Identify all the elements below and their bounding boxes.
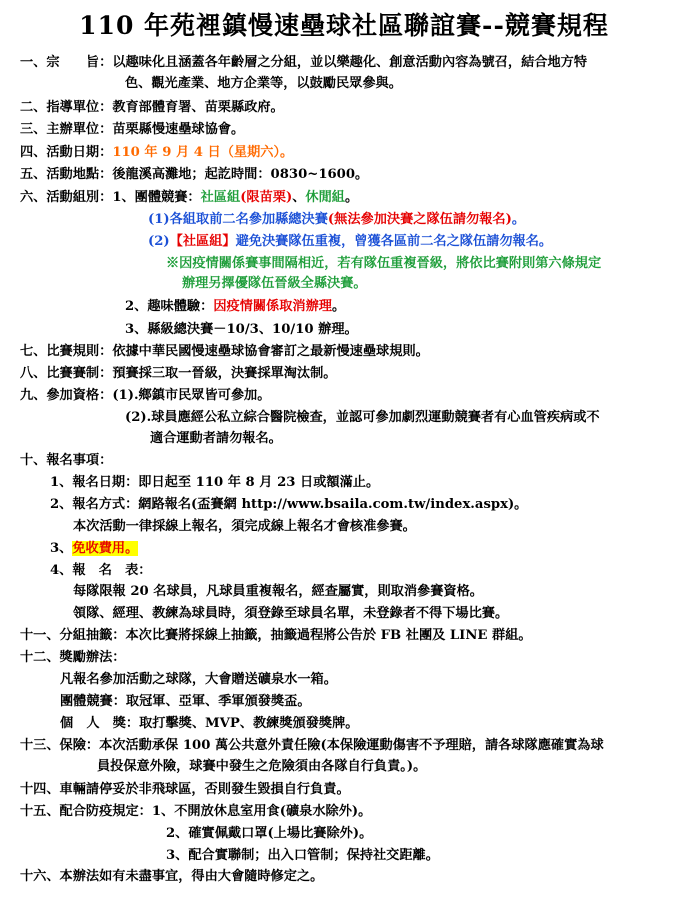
section-13 (20, 737, 604, 755)
note-2-text: 避免決賽隊伍重複，曾獲各區前二名之隊伍請勿報名。 (235, 234, 553, 249)
item-2-prefix: 2、趣味體驗： (125, 299, 214, 314)
miaoli-only: (限苗栗) (240, 190, 293, 205)
section-3-text: 苗栗縣慢速壘球協會。 (112, 122, 245, 137)
section-3-label: 三、主辦單位： (20, 122, 113, 137)
section-6-label: 六、活動組別： (20, 190, 113, 205)
item-3-prefix: 3、 (50, 541, 73, 556)
section-8-label: 八、比賽賽制： (20, 366, 113, 381)
section-9-label: 九、參加資格： (20, 388, 113, 403)
section-1 (20, 54, 587, 72)
section-3 (20, 121, 244, 139)
section-12-line-3: 個 人 獎：取打擊獎、MVP、教練獎頒發獎牌。 (60, 716, 359, 731)
item-2-end: 。 (332, 299, 346, 314)
section-11-text: 本次比賽將採線上抽籤，抽籤過程將公告於 FB 社團及 LINE 群組。 (125, 628, 532, 643)
section-6-note-3: ※因疫情關係賽事間隔相近，若有隊伍重複晉級，將依比賽附則第六條規定 (166, 256, 602, 271)
page-title: 110 年苑裡鎮慢速壘球社區聯誼賽--競賽規程 (79, 11, 609, 40)
section-12-label: 十二、獎勵辦法： (20, 650, 126, 665)
section-8 (20, 365, 337, 383)
note-1-text: (1)各組取前二名參加縣總決賽 (148, 212, 328, 227)
section-10-item-2: 2、報名方式：網路報名(盃賽網 http://www.bsaila.com.tw/index.aspx)。 (50, 497, 528, 512)
section-8-text: 預賽採三取一晉級，決賽採單淘汰制。 (112, 366, 337, 381)
section-6-note-3-cont: 辦理另擇優隊伍晉級全縣決賽。 (182, 276, 367, 291)
section-4 (20, 144, 293, 162)
section-2-text: 教育部體育署、苗栗縣政府。 (112, 100, 284, 115)
section-10-item-4: 4、報 名 表： (50, 563, 152, 578)
item-2-cancelled: 因疫情關係取消辦理 (213, 299, 332, 314)
note-1-warning: (無法參加決賽之隊伍請勿報名) (327, 212, 512, 227)
section-15-line-2: 2、確實佩戴口罩(上場比賽除外)。 (166, 826, 373, 841)
section-7-label: 七、比賽規則： (20, 344, 113, 359)
section-4-label: 四、活動日期： (20, 145, 113, 160)
section-9-line-1: (1).鄉鎮市民眾皆可參加。 (112, 388, 271, 403)
event-date: 110 年 9 月 4 日（星期六）。 (112, 145, 294, 160)
section-11-label: 十一、分組抽籤： (20, 628, 126, 643)
section-2 (20, 99, 284, 117)
section-13-label: 十三、保險： (20, 738, 100, 753)
section-15-label: 十五、配合防疫規定： (20, 804, 152, 819)
section-13-line-1: 本次活動承保 100 萬公共意外責任險(本保險運動傷害不予理賠，請各球隊應確實為球 (99, 738, 604, 753)
section-16: 十六、本辦法如有未盡事宜，得由大會隨時修定之。 (20, 869, 324, 884)
section-5-text: 後龍溪高灘地；起訖時間：0830~1600。 (112, 167, 369, 182)
section-10-label: 十、報名事項： (20, 453, 113, 468)
section-10-item-3 (50, 540, 138, 558)
section-9-line-3: 適合運動者請勿報名。 (150, 431, 282, 446)
section-12-line-1: 凡報名參加活動之球隊，大會贈送礦泉水一箱。 (60, 672, 337, 687)
section-9 (20, 387, 270, 405)
section-1-label: 一、宗 旨： (20, 55, 113, 70)
section-5-label: 五、活動地點： (20, 167, 113, 182)
section-12-line-2: 團體競賽：取冠軍、亞軍、季軍頒發獎盃。 (60, 694, 311, 709)
community-group: 社區組 (200, 190, 241, 205)
section-6-item-2 (125, 298, 345, 316)
section-13-line-2: 員投保意外險，球賽中發生之危險須由各隊自行負責。)。 (97, 759, 427, 774)
leisure-group: 休閒組 (305, 190, 345, 205)
separator: 、 (292, 190, 306, 205)
section-6-note-1 (148, 211, 525, 229)
note-2-group: 【社區組】 (169, 234, 236, 249)
section-2-label: 二、指導單位： (20, 100, 113, 115)
section-5 (20, 166, 368, 184)
section-6-item-1-prefix: 1、團體競賽： (112, 190, 201, 205)
section-6-note-2 (148, 233, 552, 251)
item-end: 。 (344, 190, 359, 205)
section-14: 十四、車輛請停妥於非飛球區，否則發生毀損自行負責。 (20, 782, 350, 797)
section-9-line-2: (2).球員應經公私立綜合醫院檢查，並認可參加劇烈運動競賽者有心血管疾病或不 (125, 410, 600, 425)
section-15 (20, 803, 371, 821)
section-6 (20, 189, 358, 207)
free-registration: 免收費用。 (72, 541, 139, 556)
note-1-end: 。 (511, 212, 526, 227)
section-11 (20, 627, 532, 645)
section-7-text: 依據中華民國慢速壘球協會審訂之最新慢速壘球規則。 (112, 344, 429, 359)
section-10-item-4-line-2: 領隊、經理、教練為球員時，須登錄至球員名單，未登錄者不得下場比賽。 (73, 606, 509, 621)
section-1-text: 以趣味化且涵蓋各年齡層之分組，並以樂趣化、創意活動內容為號召，結合地方特 (112, 55, 588, 70)
section-10-item-1: 1、報名日期：即日起至 110 年 8 月 23 日或額滿止。 (50, 475, 380, 490)
section-15-line-3: 3、配合實聯制；出入口管制；保持社交距離。 (166, 848, 439, 863)
section-6-item-3: 3、縣級總決賽－10/3、10/10 辦理。 (125, 322, 358, 337)
section-10-item-4-line-1: 每隊限報 20 名球員，凡球員重複報名，經查屬實，則取消參賽資格。 (73, 584, 483, 599)
section-7 (20, 343, 429, 361)
section-1-cont: 色、觀光產業、地方企業等，以鼓勵民眾參與。 (125, 76, 402, 91)
section-10-item-2-note: 本次活動一律採線上報名，須完成線上報名才會核准參賽。 (73, 519, 416, 534)
note-2-num: (2) (148, 234, 170, 249)
section-15-line-1: 1、不開放休息室用食(礦泉水除外)。 (151, 804, 372, 819)
